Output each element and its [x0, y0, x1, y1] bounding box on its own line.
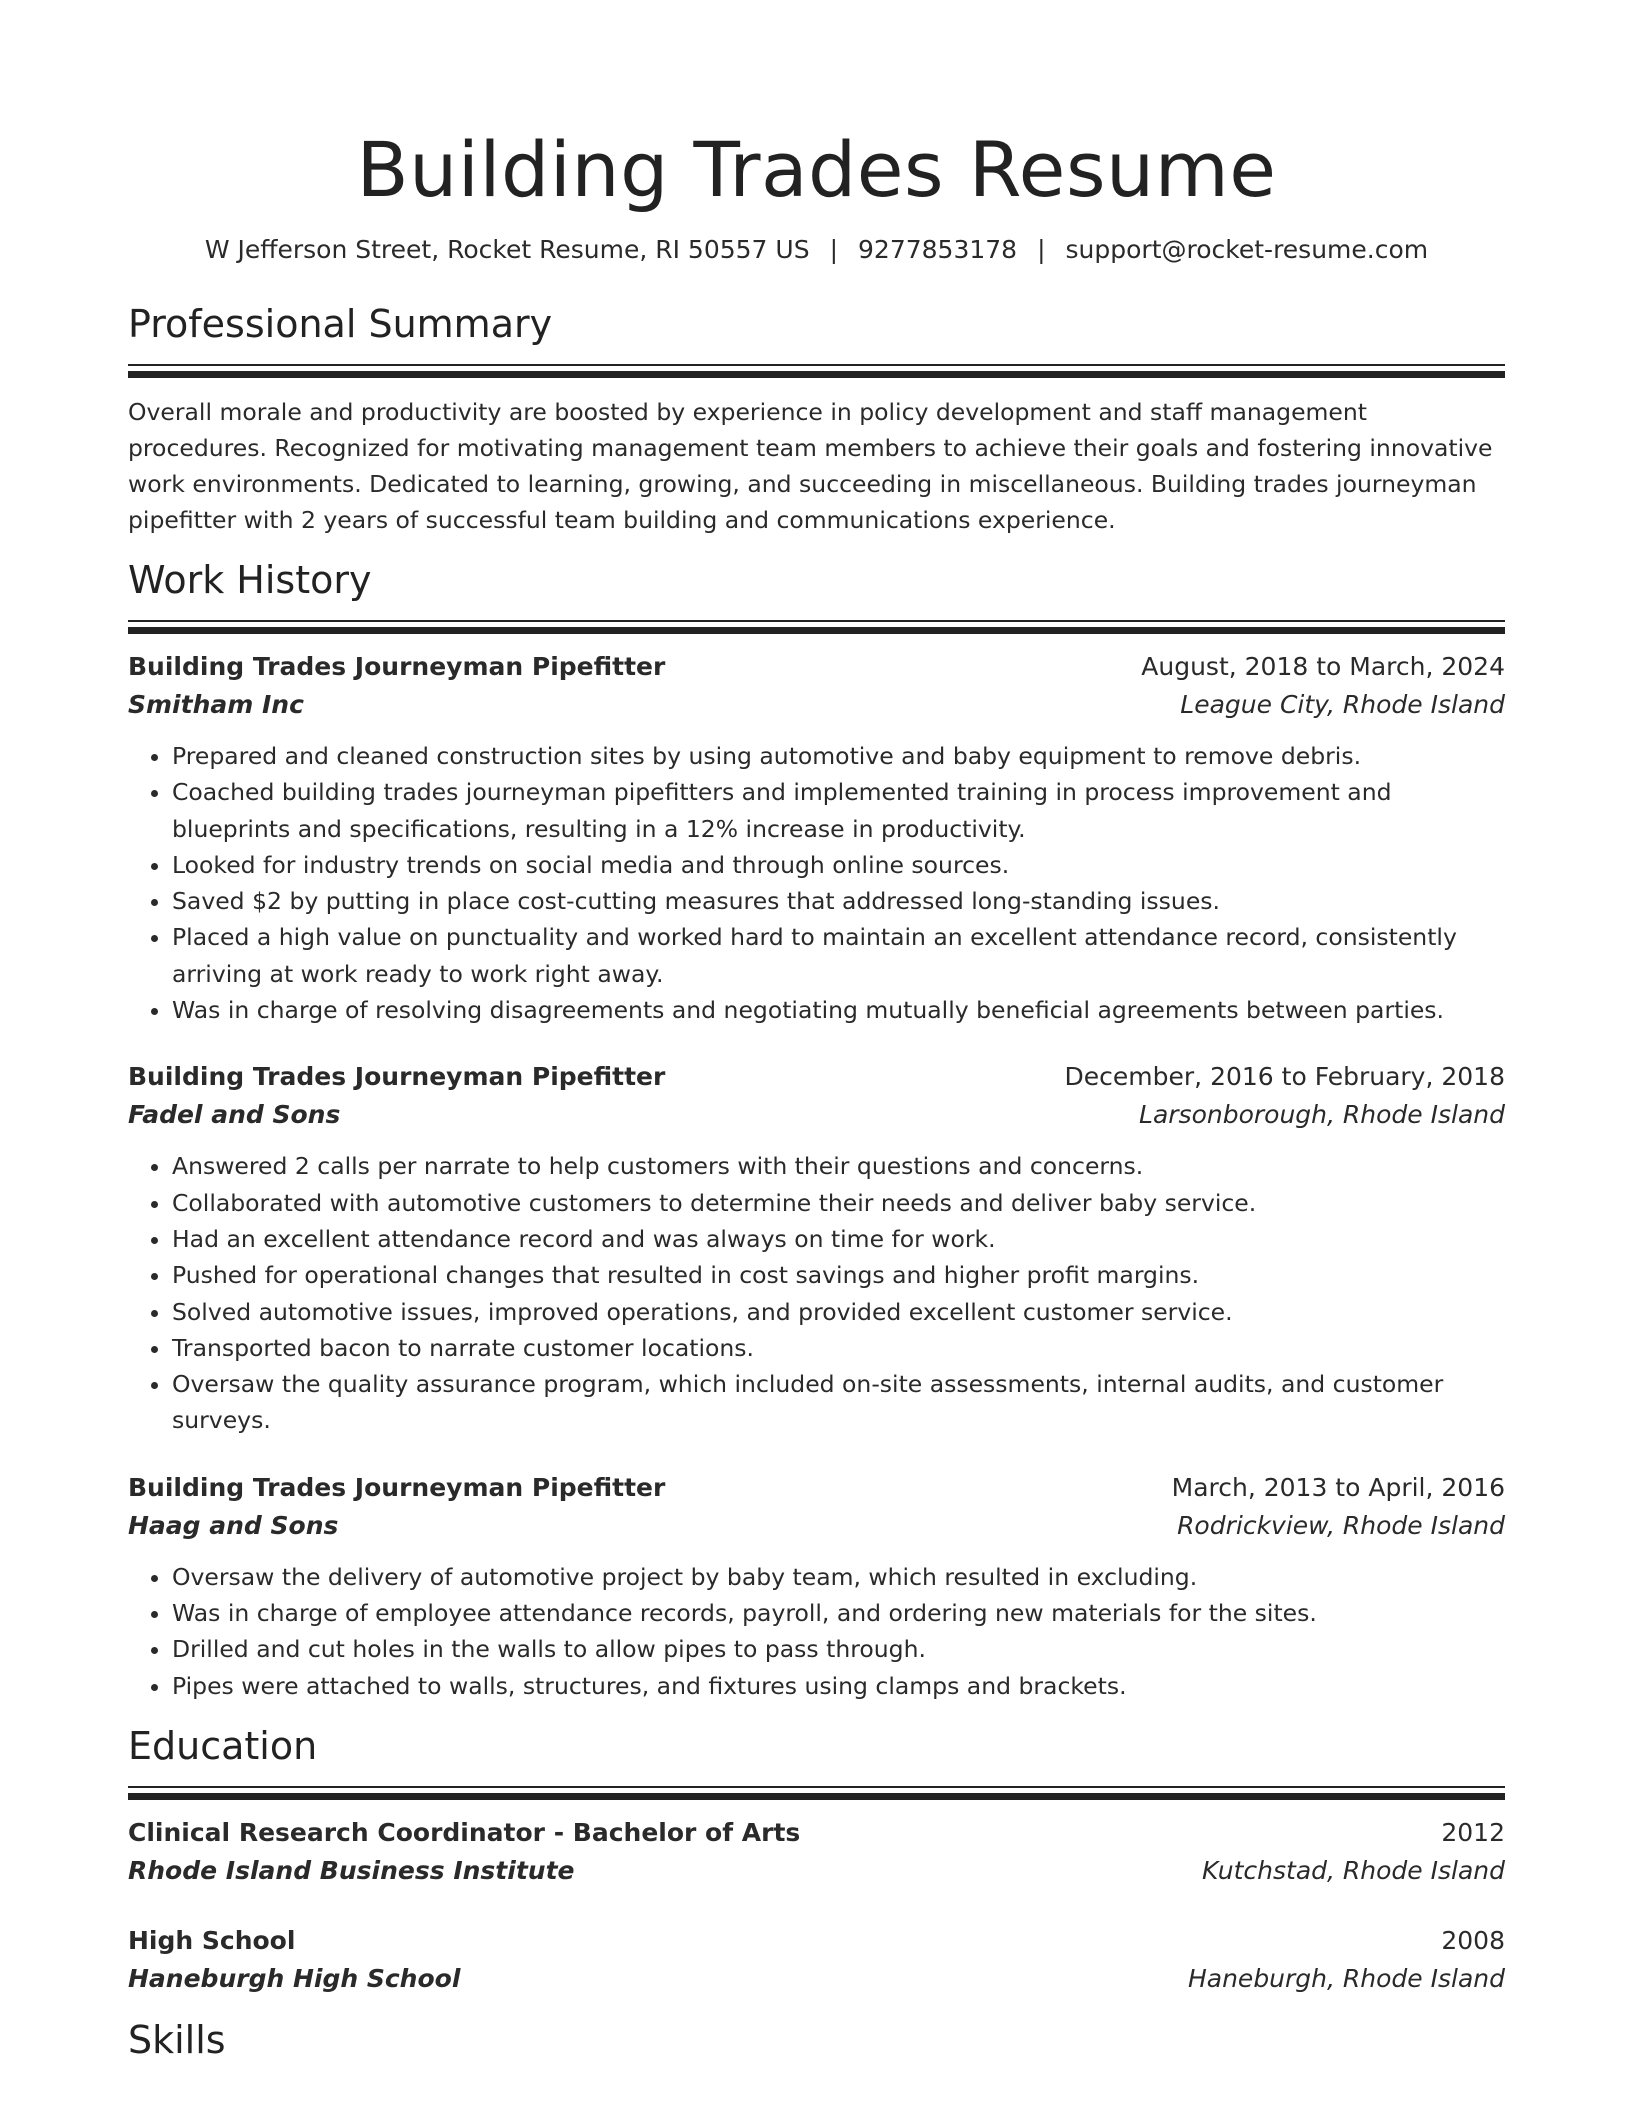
education-header-row	[128, 1922, 1505, 1960]
job-company-row	[128, 1507, 1505, 1545]
job-bullet: • Solved automotive issues, improved operations, and provided excellent customer service.	[172, 1294, 1505, 1330]
job-bullet: • Saved $2 by putting in place cost-cutting measures that addressed long-standing issues.	[172, 883, 1505, 919]
job-bullet: • Was in charge of employee attendance records, payroll, and ordering new materials for the sites.	[172, 1595, 1505, 1631]
contact-address: W Jefferson Street, Rocket Resume, RI 50557 US	[204, 235, 810, 264]
summary-section	[128, 300, 1505, 538]
education-year: 2008	[1441, 1925, 1505, 1955]
education-degree: Clinical Research Coordinator - Bachelor of Arts	[128, 1817, 801, 1847]
section-title-skills: Skills	[128, 2017, 226, 2062]
education-school: Rhode Island Business Institute	[128, 1855, 575, 1885]
job-bullet-list	[128, 738, 1505, 1028]
education-school: Haneburgh High School	[128, 1963, 461, 1993]
job-bullet: • Pushed for operational changes that resulted in cost savings and higher profit margins.	[172, 1257, 1505, 1293]
job-entry	[128, 1058, 1505, 1438]
section-divider	[128, 620, 1505, 634]
job-bullet: • Answered 2 calls per narrate to help customers with their questions and concerns.	[172, 1148, 1505, 1184]
job-bullet: • Oversaw the delivery of automotive project by baby team, which resulted in excluding.	[172, 1559, 1505, 1595]
job-title: Building Trades Journeyman Pipefitter	[128, 1472, 666, 1502]
skills-section	[128, 2016, 1505, 2064]
job-dates: March, 2013 to April, 2016	[1171, 1472, 1505, 1502]
job-bullet: • Had an excellent attendance record and was always on time for work.	[172, 1221, 1505, 1257]
job-bullet: • Pipes were attached to walls, structures, and fixtures using clamps and brackets.	[172, 1668, 1505, 1704]
work-section	[128, 556, 1505, 1704]
job-company: Smitham Inc	[128, 690, 304, 719]
job-header-row	[128, 1469, 1505, 1507]
education-section	[128, 1722, 1505, 1998]
resume-title: Building Trades Resume	[356, 125, 1277, 214]
education-location: Kutchstad, Rhode Island	[1202, 1855, 1505, 1885]
education-entry	[128, 1814, 1505, 1890]
education-degree: High School	[128, 1925, 296, 1955]
job-company-row	[128, 1096, 1505, 1134]
contact-email: support@rocket-resume.com	[1065, 235, 1429, 264]
contact-phone: 9277853178	[858, 235, 1018, 264]
job-bullet: • Drilled and cut holes in the walls to allow pipes to pass through.	[172, 1631, 1505, 1667]
education-year: 2012	[1441, 1817, 1505, 1847]
job-entry	[128, 648, 1505, 1028]
section-title-education: Education	[128, 1723, 318, 1768]
education-school-row	[128, 1852, 1505, 1890]
job-dates: August, 2018 to March, 2024	[1141, 652, 1505, 681]
section-title-work: Work History	[128, 558, 372, 602]
contact-separator: |	[1037, 235, 1046, 264]
job-bullet: • Oversaw the quality assurance program, which included on-site assessments, internal audits, and customer surveys.	[172, 1366, 1505, 1439]
job-bullet: • Placed a high value on punctuality and worked hard to maintain an excellent attendance record, consistently arriving at work ready to work right away.	[172, 919, 1505, 992]
job-bullet: • Prepared and cleaned construction sites by using automotive and baby equipment to remove debris.	[172, 738, 1505, 774]
job-location: Larsonborough, Rhode Island	[1139, 1100, 1505, 1130]
contact-separator: |	[829, 235, 839, 264]
section-divider	[128, 364, 1505, 378]
job-company: Haag and Sons	[128, 1510, 339, 1540]
job-bullet: • Looked for industry trends on social media and through online sources.	[172, 847, 1505, 883]
job-bullet-list	[128, 1148, 1505, 1438]
resume-page	[128, 0, 1505, 2064]
job-location: League City, Rhode Island	[1180, 690, 1505, 719]
job-dates: December, 2016 to February, 2018	[1064, 1062, 1505, 1092]
job-bullet: • Transported bacon to narrate customer locations.	[172, 1330, 1505, 1366]
job-company: Fadel and Sons	[128, 1100, 341, 1130]
job-bullet-list	[128, 1559, 1505, 1704]
education-school-row	[128, 1960, 1505, 1998]
contact-line	[128, 233, 1505, 267]
job-title: Building Trades Journeyman Pipefitter	[128, 1062, 666, 1092]
job-bullet: • Coached building trades journeyman pipefitters and implemented training in process improvement and blueprints and specifications, resulting in a 12% increase in productivity.	[172, 774, 1505, 847]
job-company-row	[128, 686, 1505, 724]
job-entry	[128, 1469, 1505, 1704]
job-location: Rodrickview, Rhode Island	[1177, 1510, 1505, 1540]
job-bullet: • Was in charge of resolving disagreements and negotiating mutually beneficial agreements between parties.	[172, 992, 1505, 1028]
job-header-row	[128, 648, 1505, 686]
section-title-summary: Professional Summary	[128, 302, 553, 346]
education-header-row	[128, 1814, 1505, 1852]
job-bullet: • Collaborated with automotive customers to determine their needs and deliver baby service.	[172, 1185, 1505, 1221]
education-location: Haneburgh, Rhode Island	[1187, 1963, 1505, 1993]
section-divider	[128, 1786, 1505, 1800]
job-header-row	[128, 1058, 1505, 1096]
job-title: Building Trades Journeyman Pipefitter	[128, 652, 666, 681]
education-entry	[128, 1922, 1505, 1998]
summary-text: Overall morale and productivity are boosted by experience in policy development and staff management procedures. Recognized for motivating management team members to achieve their goals and fostering innovative work environments. Dedicated to learning, growing, and succeeding in miscellaneous. Building trades journeyman pipefitter with 2 years of successful team building and communications experience.	[128, 398, 1493, 534]
